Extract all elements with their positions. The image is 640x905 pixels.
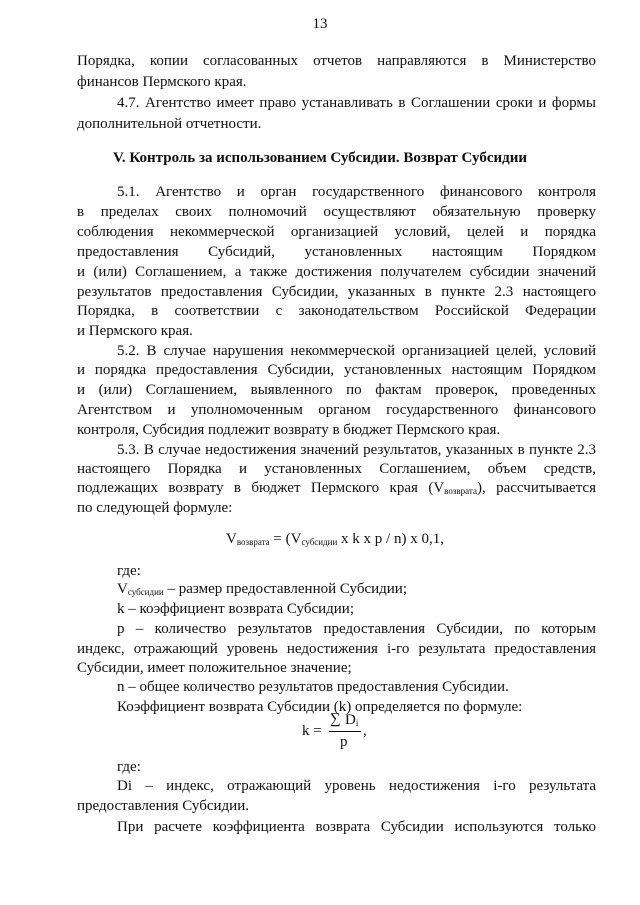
text-line: и порядка предоставления Субсидии, установленных настоящим Порядком: [77, 362, 596, 378]
text-line: и (или) Соглашением, а также достижения получателем субсидии значений: [77, 264, 596, 280]
text-line: и Пермского края.: [77, 323, 193, 339]
definition-v: $V_{субсидии}$ – размер предоставленной Субсидии;: [117, 581, 407, 597]
formula-k-numerator: $D_i$: [345, 712, 359, 728]
text-line: по следующей формуле:: [77, 500, 233, 516]
text-line: дополнительной отчетности.: [77, 116, 262, 132]
text-line: и (или) Соглашением, выявленного по фактам проверок, проведенных: [77, 382, 596, 398]
text-line: подлежащих возврату в бюджет Пермского края $(V_{возврата})$, рассчитывается: [77, 480, 596, 496]
text-line: результатов предоставления Субсидии, указанных в пункте 2.3 настоящего: [77, 284, 596, 300]
sum-symbol: ∑: [330, 711, 341, 727]
text-line: p – количество результатов предоставления Субсидии, по которым: [117, 621, 596, 637]
text-line: 4.7. Агентство имеет право устанавливать в Соглашении сроки и формы: [117, 95, 596, 111]
text-line: соблюдения некоммерческой организацией условий, целей и порядка: [77, 224, 596, 240]
text-line: где:: [117, 759, 141, 775]
text-line: предоставления Субсидий, установленных настоящим Порядком: [77, 244, 596, 260]
text-line: Порядка, копии согласованных отчетов направляются в Министерство: [77, 53, 596, 69]
text-line: 5.3. В случае недостижения значений результатов, указанных в пункте 2.3: [117, 442, 596, 458]
page-number: 13: [312, 16, 328, 32]
definition-k: k – коэффициент возврата Субсидии;: [117, 601, 354, 617]
definition-n: n – общее количество результатов предоставления Субсидии.: [117, 679, 509, 695]
formula-k-comma: ,: [363, 723, 367, 739]
text-line: 5.2. В случае нарушения некоммерческой организацией целей, условий: [117, 343, 596, 359]
text-line: контроля, Субсидия подлежит возврату в бюджет Пермского края.: [77, 422, 501, 438]
text-line: 5.1. Агентство и орган государственного финансового контроля: [117, 184, 596, 200]
text-line: Коэффициент возврата Субсидии (k) определяется по формуле:: [117, 699, 523, 715]
formula-k-lhs: k =: [302, 723, 322, 739]
text-line: Субсидии, имеет положительное значение;: [77, 660, 352, 676]
text-line: предоставления Субсидии.: [77, 798, 249, 814]
text-line: финансов Пермского края.: [77, 74, 247, 90]
text-line: При расчете коэффициента возврата Субсидии используются только: [117, 819, 596, 835]
formula-k-denominator: p: [340, 734, 348, 750]
formula-v-return: $V_{возврата} = (V_{субсидии}$ x k x p / n) x 0,1,: [226, 531, 444, 547]
text-line: Di – индекс, отражающий уровень недостижения i-го результата: [117, 778, 596, 794]
text-line: Порядка, в соответствии с законодательством Российской Федерации: [77, 303, 596, 319]
section-heading: V. Контроль за использованием Субсидии. Возврат Субсидии: [113, 150, 527, 166]
text-line: где:: [117, 563, 141, 579]
text-line: индекс, отражающий уровень недостижения i-го результата предоставления: [77, 641, 596, 657]
formula-k: [302, 711, 382, 755]
text-line: настоящего Порядка и установленных Соглашением, объем средств,: [77, 461, 596, 477]
text-line: Агентством и уполномоченным органом государственного финансового: [77, 402, 596, 418]
text-line: в пределах своих полномочий осуществляют обязательную проверку: [77, 204, 596, 220]
fraction-bar: [329, 731, 361, 732]
